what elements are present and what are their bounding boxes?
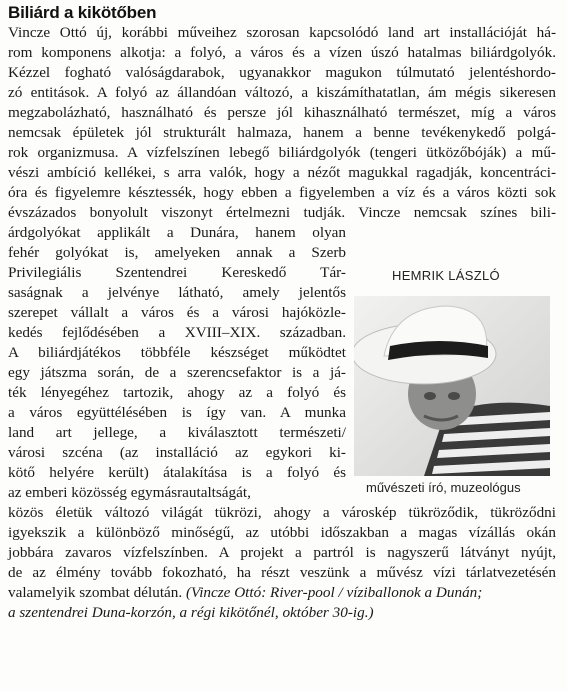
text-line: szerepet vállalt a város és a városi hajóközle-	[8, 304, 346, 321]
author-portrait-photo	[354, 296, 550, 476]
text-line: Kézzel fogható valóságdarabok, ugyanakkor magukon túlmutató jelentéshordo-	[8, 64, 556, 81]
text-line: nemcsak épületek jól strukturált halmaza, hanem a benne tevékenykedő polgá-	[8, 124, 556, 141]
text-line: A biliárdjátékos többféle készséget működtet	[8, 344, 346, 361]
text-line: városi szcéna (az installáció az egykori ki-	[8, 444, 346, 461]
text-line: igyekszik a különböző minőségű, az utóbbi időszakban a magas vízállás okán	[8, 524, 556, 541]
text-line: a város együttélésében is így van. A munka	[8, 404, 346, 421]
text-line: rok organizmusa. A vízfelszínen lebegő biliárdgolyók (tengeri ütközőbóják) a mű-	[8, 144, 556, 161]
text-segment: valamelyik szombat délután.	[8, 584, 183, 601]
text-line: vészi ambíció kellékei, s arra valók, hogy a nézőt magukkal ragadják, koncentráci-	[8, 164, 556, 181]
text-line: árdgolyókat applikált a Dunára, hanem olyan	[8, 224, 346, 241]
text-line: de az élmény tovább fokozható, ha részt veszünk a művész vízi tárlatvezetésén	[8, 564, 556, 581]
citation: (Vincze Ottó: River-pool / víziballonok a Dunán;	[185, 584, 483, 601]
text-line: megzabolázható, használható és persze jól kihasználható természet, míg a város	[8, 104, 556, 121]
text-line: zó entitások. A folyó az állandóan változó, a kiszámíthatatlan, ám mégis sikeresen	[8, 84, 556, 101]
text-line: land art jellege, a kiválasztott természeti/	[8, 424, 346, 441]
portrait-illustration	[354, 296, 550, 476]
text-line-with-citation	[8, 583, 482, 603]
text-line: Vincze Ottó új, korábbi műveihez szorosan kapcsolódó land art installációját há-	[8, 24, 556, 41]
text-line: az emberi közösség egymásrautaltságát,	[8, 484, 251, 501]
text-line: kötő helyére került) átalakítása is a folyó és	[8, 464, 346, 481]
text-line: óra és figyelemre késztessék, hogy ebben a figyelemben a víz és a város közti sok	[8, 184, 556, 201]
photo-author-name: HEMRIK LÁSZLÓ	[392, 268, 500, 283]
text-line: fehér golyókat is, amelyeken annak a Szerb	[8, 244, 346, 261]
text-line: közös életük változó világát tükrözi, ahogy a városkép tükröződik, tükröződni	[8, 504, 556, 521]
text-line: kedés fejlődésében a XVIII–XIX. században.	[8, 324, 346, 341]
text-line: Privilegiális Szentendrei Kereskedő Tár-	[8, 264, 346, 281]
article-title: Biliárd a kikötőben	[8, 3, 157, 22]
citation-line: a szentendrei Duna-korzón, a régi kikötőnél, október 30-ig.)	[8, 604, 374, 621]
photo-author-title: művészeti író, muzeológus	[366, 480, 521, 495]
text-line: jobbára zavaros vízfelszínben. A projekt a partról is nagyszerű látványt nyújt,	[8, 544, 556, 561]
text-line: ték lényegéhez tartozik, ahogy az a folyó és	[8, 384, 346, 401]
text-line: rom komponens alkotja: a folyó, a város és a vízen úszó hatalmas biliárdgolyók.	[8, 44, 556, 61]
text-line: egy játszma során, de a szerencsefaktor is a já-	[8, 364, 346, 381]
text-line: saságnak a jelvénye látható, amely jelentős	[8, 284, 346, 301]
text-line: évszázados bonyolult viszonyt értelmezni tudják. Vincze nemcsak színes bili-	[8, 204, 556, 221]
